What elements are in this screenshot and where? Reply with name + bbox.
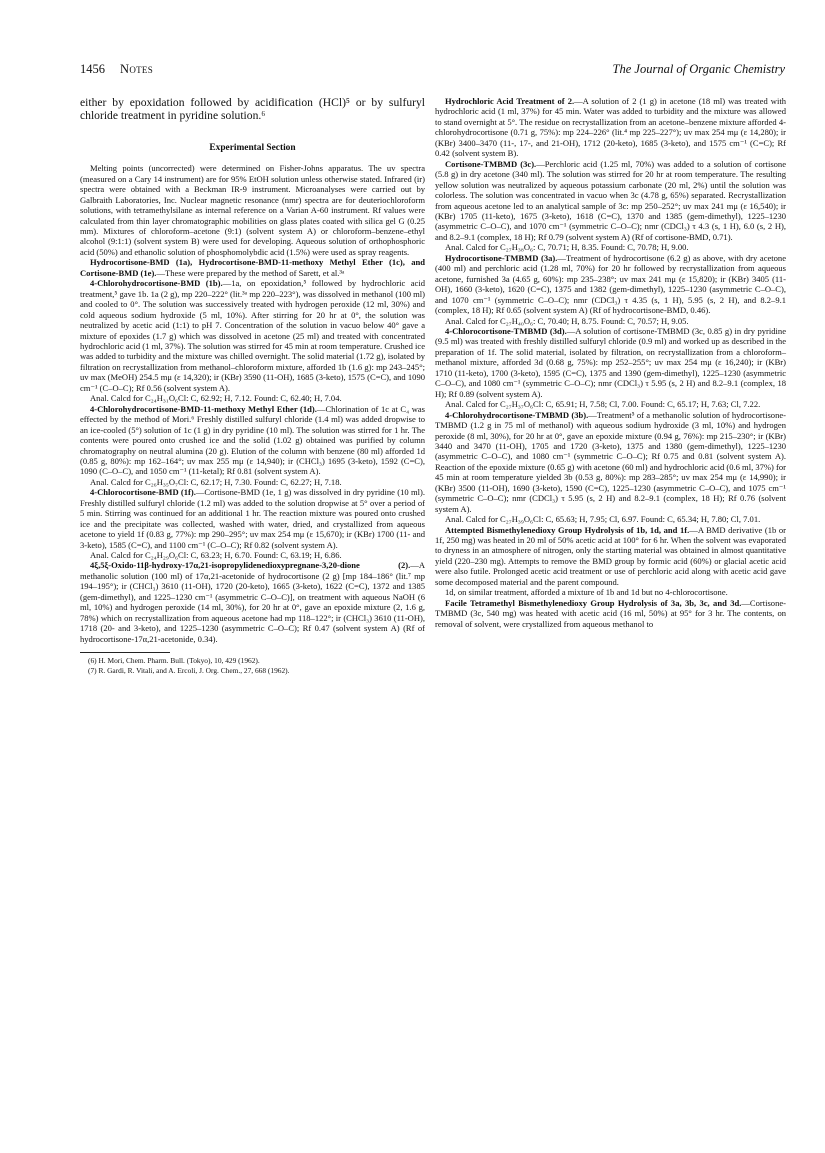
paragraph-body: —1a, on epoxidation,⁵ followed by hydrochloric acid treatment,⁵ gave 1b. 1a (2 g), mp 220–222° (lit.³ᵃ mp 220–223°), was dissolved in methanol (100 ml) and cooled to 0°. The solution was successively treated with hydrogen peroxide (12 ml, 30%) and cold aqueous sodium hydroxide (5 ml, 10%). After stirring for 20 hr at 0°, the solution was neutralized by acetic acid (1:1) to pH 7. Concentration of the solution in vacuo below 40° gave a mixture of epoxides (1.7 g) which was dissolved in acetone (25 ml) and treated with concentrated hydrochloric acid (1 ml, 37%). The solution was stirred for 45 min at room temperature. Crushed ice was added to turbidity and the mixture was chilled overnight. The solid material (1.72 g), isolated by filtration on recrystallization from methanol–chloroform mixture, afforded 1b (1.6 g): mp 243–245°; uv max (MeOH) 254.5 mμ (ε 14,320); ir (KBr) 3590 (11-OH), 1685 (3-keto), 1575 (C=C), and 1090 cm⁻¹ (C–O–C); Rf 0.56 (solvent system A). (80, 278, 426, 393)
analysis-1b: Anal. Calcd for C₂₄H₃₁O₆Cl: C, 62.92; H, 7.12. Found: C, 62.40; H, 7.04. (90, 393, 342, 404)
analysis-3b: Anal. Calcd for C₂₇H₃₉O₆Cl: C, 65.63; H, 7.95; Cl, 6.97. Found: C, 65.34; H, 7.80; Cl, 7.01. (445, 514, 761, 525)
paragraph-body: —A methanolic solution (100 ml) of 17α,21-acetonide of hydrocortisone (2 g) [mp 184–186° (lit.⁷ mp 194–195°); ir (CHCl₃) 3610 (11-OH), 1720 (20-keto), 1665 (3-keto), 1622 (C=C), 1372 and 1385 (gem-dimethyl), and 1225–1230 cm⁻¹ (asymmetric C–O–C)], on treatment with aqueous NaOH (6 ml, 10%) and hydrogen peroxide (14 ml, 30%), for 20 hr at 0°, gave an epoxide mixture (2, 1.6 g, 78%) which on recrystallization from aqueous acetone had mp 118–122°; ir (CHCl₃) 3610 (11-OH), 1718 (20- and 3-keto), and 1225–1230 (asymmetric C–O–C); Rf 0.47 (solvent system A) (Rf of hydrocortisone-17α,21-acetonide, 0.34). (80, 560, 425, 644)
paragraph-3b (435, 410, 786, 515)
compound-heading: Hydrocortisone-BMD (1a), Hydrocortisone-BMD-11-methoxy Methyl Ether (1c), and Cortisone-BMD (1e). (80, 257, 425, 278)
compound-heading: 4-Chlorocortisone-TMBMD (3d). (445, 325, 567, 336)
section-title: Experimental Section (209, 142, 296, 153)
paragraph-body: —Cortisone-TMBMD (3c, 540 mg) was heated with acetic acid (16 ml, 50%) at 95° for 3 hr. The contents, on removal of solvent, were crystallized from aqueous methanol to (435, 597, 786, 629)
paragraph-1b (80, 278, 425, 393)
paragraph-attempted-hydrolysis (435, 525, 786, 588)
paragraph-body: —A solution of 2 (1 g) in acetone (18 ml) was treated with hydrochloric acid (1 ml, 37%) for 45 min. Water was added to turbidity and the mixture was allowed to stand overnight at 5°. The residue on recrystallization from an acetone–benzene mixture afforded 4-chlorohydrocortisone (0.71 g, 75%): mp 224–226° (lit.⁴ mp 225–227°); uv max 254 mμ (ε 14,280); ir (KBr) 3400–3470 (11-, 17-, and 21-OH), 1712 (20-keto), 1685 (3-keto), and 1575 cm⁻¹ (C=C); Rf 0.42 (solvent system B). (435, 96, 787, 159)
paragraph-3c (435, 159, 786, 243)
running-header (80, 62, 785, 80)
footnote-6: (6) H. Mori, Chem. Pharm. Bull. (Tokyo), 10, 429 (1962). (88, 656, 260, 666)
paragraph-1d-treatment: 1d, on similar treatment, afforded a mixture of 1b and 1d but no 4-chlorocortisone. (445, 587, 728, 598)
compound-heading: 4-Chlorohydrocortisone-TMBMD (3b). (445, 409, 589, 420)
paragraph-body: —Perchloric acid (1.25 ml, 70%) was added to a solution of cortisone (5.8 g) in dry acetone (340 ml). The solution was stirred for 20 hr at room temperature. The resulting yellow solution was neutralized by aqueous potassium carbonate (20 ml, 2%) until the solution was colorless. The solution was concentrated in vacuo when 3c (4.78 g, 65%) separated. Recrystallization from aqueous acetone led to an analytical sample of 3c: mp 250–252°; uv max 241 mμ (ε 16,540); ir (KBr) 1705 (11-keto), 1675 (3-keto), 1618 (C=C), 1370 and 1385 (gem-dimethyl), 1225–1230 (asymmetric C–O–C), and 1070 cm⁻¹ (symmetric C–O–C); nmr (CDCl₃) τ 4.3 (s, 1 H), 6.0 (s, 2 H), and 8.2–9.1 (complex, 18 H); Rf 0.79 (solvent system A) (Rf of cortisone-BMD, 0.71). (435, 158, 786, 242)
compound-heading: 4ξ,5ξ-Oxido-11β-hydroxy-17α,21-isopropylidenedioxypregnane-3,20-dione (2). (90, 560, 411, 571)
footnote-rule (80, 652, 170, 653)
compound-heading: Cortisone-TMBMD (3c). (445, 158, 537, 169)
paragraph-2 (80, 560, 425, 644)
journal-name: The Journal of Organic Chemistry (612, 62, 785, 76)
analysis-3a: Anal. Calcd for C₂₇H₄₀O₆: C, 70.40; H, 8.75. Found: C, 70.57; H, 9.05. (445, 315, 689, 326)
paragraph-body: —Cortisone-BMD (1e, 1 g) was dissolved in dry pyridine (10 ml). Freshly distilled sulfuryl chloride (1.2 ml) was added to the solution dropwise at 5° over a period of 5 min. Stirring was continued for an additional 1 hr. The reaction mixture was poured onto crushed ice and the precipitate was collected, washed with water, dried, and crystallized from aqueous acetone to yield 1f (0.83 g, 77%): mp 290–295°; uv max 254 mμ (ε 15,670); ir (KBr) 1700 (11- and 3-keto), 1585 (C=C), and 1100 cm⁻¹ (C–O–C); Rf 0.82 (solvent system A). (80, 487, 425, 550)
compound-heading: Hydrochloric Acid Treatment of 2. (445, 96, 575, 106)
experimental-paragraph: Melting points (uncorrected) were determined on Fisher-Johns apparatus. The uv spectra (measured on a Cary 14 instrument) are for 95% EtOH solution unless otherwise stated. Infrared (ir) spectra were obtained with a Beckman IR-9 instrument. Microanalyses were carried out by Galbraith Laboratories, Inc. Nuclear magnetic resonance (nmr) spectra are for deuteriochloroform solutions, with tetramethylsilane as internal reference on a Varian A-60 instrument. Rf values were calculated from thin layer chromatographic mobilities on glass plates coated with silica gel G (0.25 mm). Mixtures of chloroform–acetone (9:1) (solvent system A) or chloroform–benzene–ethyl alcohol (9:1:1) (solvent system B) were used for developing. Aqueous solution of orthophosphoric acid (50%) and ethanolic solution of phosphomolybdic acid (1.5%) were used as spray reagents. (80, 163, 425, 257)
analysis-1d: Anal. Calcd for C₂₆H₃₅O₇Cl: C, 62.17; H, 7.30. Found: C, 62.27; H, 7.18. (90, 476, 342, 487)
section-name: Notes (120, 62, 154, 76)
paragraph-body: —Treatment⁵ of a methanolic solution of hydrocortisone-TMBMD (1.2 g in 75 ml of methanol) with aqueous sodium hydroxide (3 ml, 10%) and hydrogen peroxide (8 ml, 30%), for 20 hr at 0°, gave an epoxide mixture (0.94 g, 76%): mp 215–230°; ir (KBr) 3440 and 3470 (11-OH), 1705 and 1720 (3-keto), 1375 and 1380 (gem-dimethyl), 1225–1230 (asymmetric C–O–C), and 1080 cm⁻¹ (symmetric C–O–C); Rf 0.75 and 0.81 (solvent system A). Reaction of the epoxide mixture (0.65 g) with acetone (60 ml) and hydrochloric acid (0.6 ml, 37%) for 45 min at room temperature yielded 3b (0.53 g, 80%): mp 283–285°; uv max 254 mμ (ε 14,990); ir (KBr) 3500 (11-OH), 1690 (3-keto), 1590 (C=C), 1225–1230 (asymmetric C–O–C), and 1075 cm⁻¹ (symmetric C–O–C); nmr (CDCl₃) τ 5.95 (s, 2 H) and 8.2–9.1 (complex, 18 H); Rf 0.76 (solvent system A). (435, 409, 786, 514)
paragraph-body: —A BMD derivative (1b or 1f, 250 mg) was heated in 20 ml of 50% acetic acid at 100° for 6 hr. When the solvent was evaporated to dryness in an atmosphere of nitrogen, only the starting material was obtained in almost quantitative yield (220–230 mg). Attempts to remove the BMD group by formic acid (60%) or glacial acetic acid were also futile. Prolonged acetic acid treatment or use of perchloric acid along with acetic acid gave some decomposed material and the parent compound. (435, 524, 787, 587)
page-number: 1456 (80, 62, 105, 76)
footnote-7: (7) R. Gardi, R. Vitali, and A. Ercoli, J. Org. Chem., 27, 668 (1962). (88, 665, 290, 675)
compound-heading: 4-Chlorocortisone-BMD (1f). (90, 487, 196, 498)
analysis-3c: Anal. Calcd for C₂₇H₃₈O₆: C, 70.71; H, 8.35. Found: C, 70.78; H, 9.00. (445, 242, 689, 253)
analysis-1f: Anal. Calcd for C₂₄H₂₉O₆Cl: C, 63.23; H, 6.70. Found: C, 63.19; H, 6.86. (90, 550, 342, 561)
paragraph-1d (80, 404, 425, 477)
paragraph-1a (80, 257, 425, 278)
compound-heading: Facile Tetramethyl Bismethylenedioxy Group Hydrolysis of 3a, 3b, 3c, and 3d. (445, 597, 742, 608)
paragraph-3a (435, 253, 786, 316)
paragraph-body: —These were prepared by the method of Sarett, et al.³ᵃ (156, 267, 345, 278)
paragraph-1f (80, 487, 425, 550)
paragraph-body: —A solution of cortisone-TMBMD (3c, 0.85 g) in dry pyridine (9.5 ml) was treated with freshly distilled sulfuryl chloride (0.9 ml) and worked up as described in the preparation of 1f. The solid material, isolated by filtration, on recrystallization from a chloroform–methanol mixture, afforded 3d (0.68 g, 75%): mp 252–255°; uv max 254 mμ (ε 16,240); ir (KBr) 1710 (11-keto), 1700 (3-keto), 1595 (C=C), 1375 and 1390 (gem-dimethyl), 1225–1230 (asymmetric C–O–C), and 1080 cm⁻¹ (symmetric C–O–C); nmr (CDCl₃) τ 5.95 (s, 2 H) and 8.2–9.1 (complex, 18 H); Rf 0.89 (solvent system A). (435, 325, 786, 399)
compound-heading: Attempted Bismethylenedioxy Group Hydrolysis of 1b, 1d, and 1f. (445, 524, 690, 535)
compound-heading: 4-Chlorohydrocortisone-BMD-11-methoxy Methyl Ether (1d). (90, 403, 317, 414)
compound-heading: 4-Chlorohydrocortisone-BMD (1b). (90, 278, 223, 289)
right-column (435, 96, 786, 629)
paragraph-hcl-2 (435, 96, 786, 159)
compound-heading: Hydrocortisone-TMBMD (3a). (445, 252, 558, 263)
analysis-3d: Anal. Calcd for C₂₇H₃₇O₆Cl: C, 65.91; H, 7.58; Cl, 7.00. Found: C, 65.17; H, 7.63; Cl, 7.22. (445, 399, 761, 410)
paragraph-facile-hydrolysis (435, 598, 786, 629)
paragraph-3d (435, 326, 786, 399)
lead-paragraph: either by epoxidation followed by acidification (HCl)⁵ or by sulfuryl chloride treatment in pyridine solution.⁶ (80, 96, 425, 123)
left-column (80, 96, 425, 676)
paragraph-body: —Treatment of hydrocortisone (6.2 g) as above, with dry acetone (400 ml) and perchloric acid (1.28 ml, 70%) for 20 hr followed by recrystallization from aqueous acetone, furnished 3a (4.65 g, 60%): mp 235–238°; uv max 241 mμ (ε 15,820); ir (KBr) 3405 (11-OH), 1660 (3-keto), 1620 (C=C), 1375 and 1382 (gem-dimethyl), 1225–1230 (asymmetric C–O–C), and 1070 cm⁻¹ (symmetric C–O–C); nmr (CDCl₃) τ 4.35 (s, 1 H), 5.95 (s, 2 H), and 8.2–9.1 (complex, 18 H); Rf 0.65 (solvent system A) (Rf of hydrocortisone-BMD, 0.46). (435, 252, 786, 316)
paragraph-body: —Chlorination of 1c at C₄ was effected by the method of Mori.⁶ Freshly distilled sulfuryl chloride (1.4 ml) was added dropwise to an ice-cooled (5°) solution of 1c (1 g) in dry pyridine (10 ml). The solution was stirred for 1 hr. The contents were poured onto crushed ice and the solid (1.02 g) obtained was purified by column chromatography on neutral alumina (20 g). Elution of the column with benzene (80 ml) afforded 1d (0.85 g, 80%): mp 162–164°; uv max 255 mμ (ε 14,940); ir (CHCl₃) 1695 (3-keto), 1592 (C=C), 1090 (C–O–C), and 1050 cm⁻¹ (11-ketal); Rf 0.81 (solvent system A). (80, 403, 425, 477)
